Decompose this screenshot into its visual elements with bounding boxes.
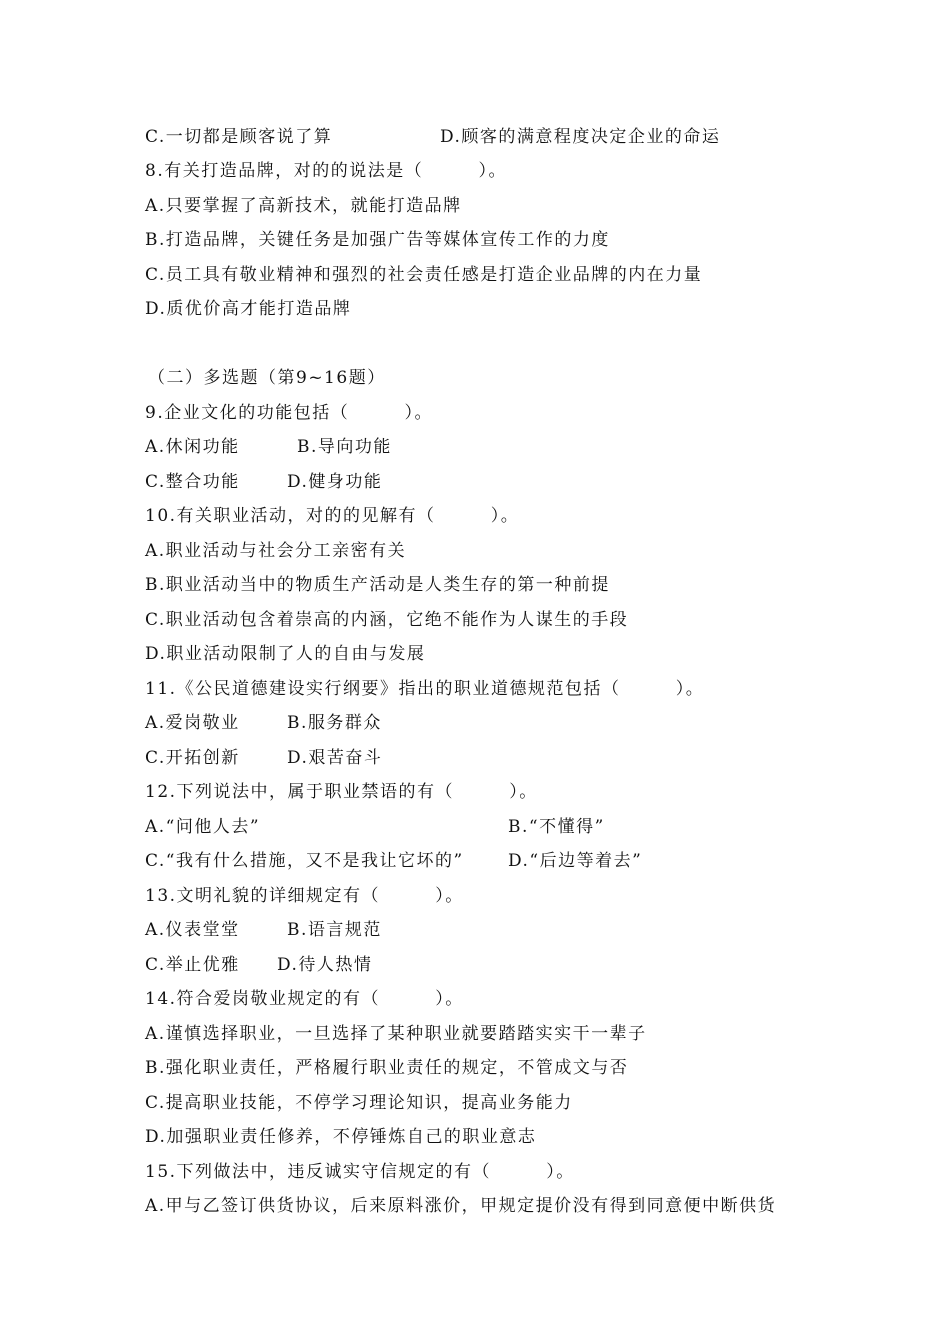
text-line: C.整合功能 D.健身功能 (145, 472, 383, 492)
question-12: 12.下列说法中，属于职业禁语的有（ ）。 (145, 782, 538, 802)
option-d: D.职业活动限制了人的自由与发展 (145, 644, 426, 664)
question-14: 14.符合爱岗敬业规定的有（ ）。 (145, 989, 464, 1009)
option-b: B.打造品牌，关键任务是加强广告等媒体宣传工作的力度 (145, 230, 610, 250)
question-15: 15.下列做法中，违反诚实守信规定的有（ ）。 (145, 1162, 575, 1182)
question-9: 9.企业文化的功能包括（ ）。 (145, 403, 433, 423)
option-a: A.职业活动与社会分工亲密有关 (145, 541, 407, 561)
text-line: C.举止优雅 D.待人热情 (145, 955, 373, 975)
text-line: A.休闲功能 B.导向功能 (145, 437, 392, 457)
text-line: C.一切都是顾客说了算 D.顾客的满意程度决定企业的命运 (145, 127, 721, 147)
option-c: C.职业活动包含着崇高的内涵，它绝不能作为人谋生的手段 (145, 610, 629, 630)
question-13: 13.文明礼貌的详细规定有（ ）。 (145, 886, 464, 906)
text-line: A.仪表堂堂 B.语言规范 (145, 920, 382, 940)
option-a: A.谨慎选择职业，一旦选择了某种职业就要踏踏实实干一辈子 (145, 1024, 647, 1044)
question-11: 11.《公民道德建设实行纲要》指出的职业道德规范包括（ ）。 (145, 679, 705, 699)
text-line: C.“我有什么措施，又不是我让它坏的” D.“后边等着去” (145, 851, 643, 871)
text-line: A.爱岗敬业 B.服务群众 (145, 713, 382, 733)
text-line: C.开拓创新 D.艰苦奋斗 (145, 748, 383, 768)
option-b: B.强化职业责任，严格履行职业责任的规定，不管成文与否 (145, 1058, 629, 1078)
option-c: C.提高职业技能，不停学习理论知识，提高业务能力 (145, 1093, 573, 1113)
option-a: A.只要掌握了高新技术，就能打造品牌 (145, 196, 462, 216)
question-10: 10.有关职业活动，对的的见解有（ ）。 (145, 506, 520, 526)
text-line: A.“问他人去” B.“不懂得” (145, 817, 605, 837)
option-a: A.甲与乙签订供货协议，后来原料涨价，甲规定提价没有得到同意便中断供货 (145, 1196, 777, 1216)
option-d: D.质优价高才能打造品牌 (145, 299, 352, 319)
section-heading: （二）多选题（第9~16题） (148, 368, 386, 388)
question-8: 8.有关打造品牌，对的的说法是（ ）。 (145, 161, 507, 181)
option-d: D.加强职业责任修养，不停锤炼自己的职业意志 (145, 1127, 537, 1147)
option-b: B.职业活动当中的物质生产活动是人类生存的第一种前提 (145, 575, 610, 595)
option-c: C.员工具有敬业精神和强烈的社会责任感是打造企业品牌的内在力量 (145, 265, 703, 285)
